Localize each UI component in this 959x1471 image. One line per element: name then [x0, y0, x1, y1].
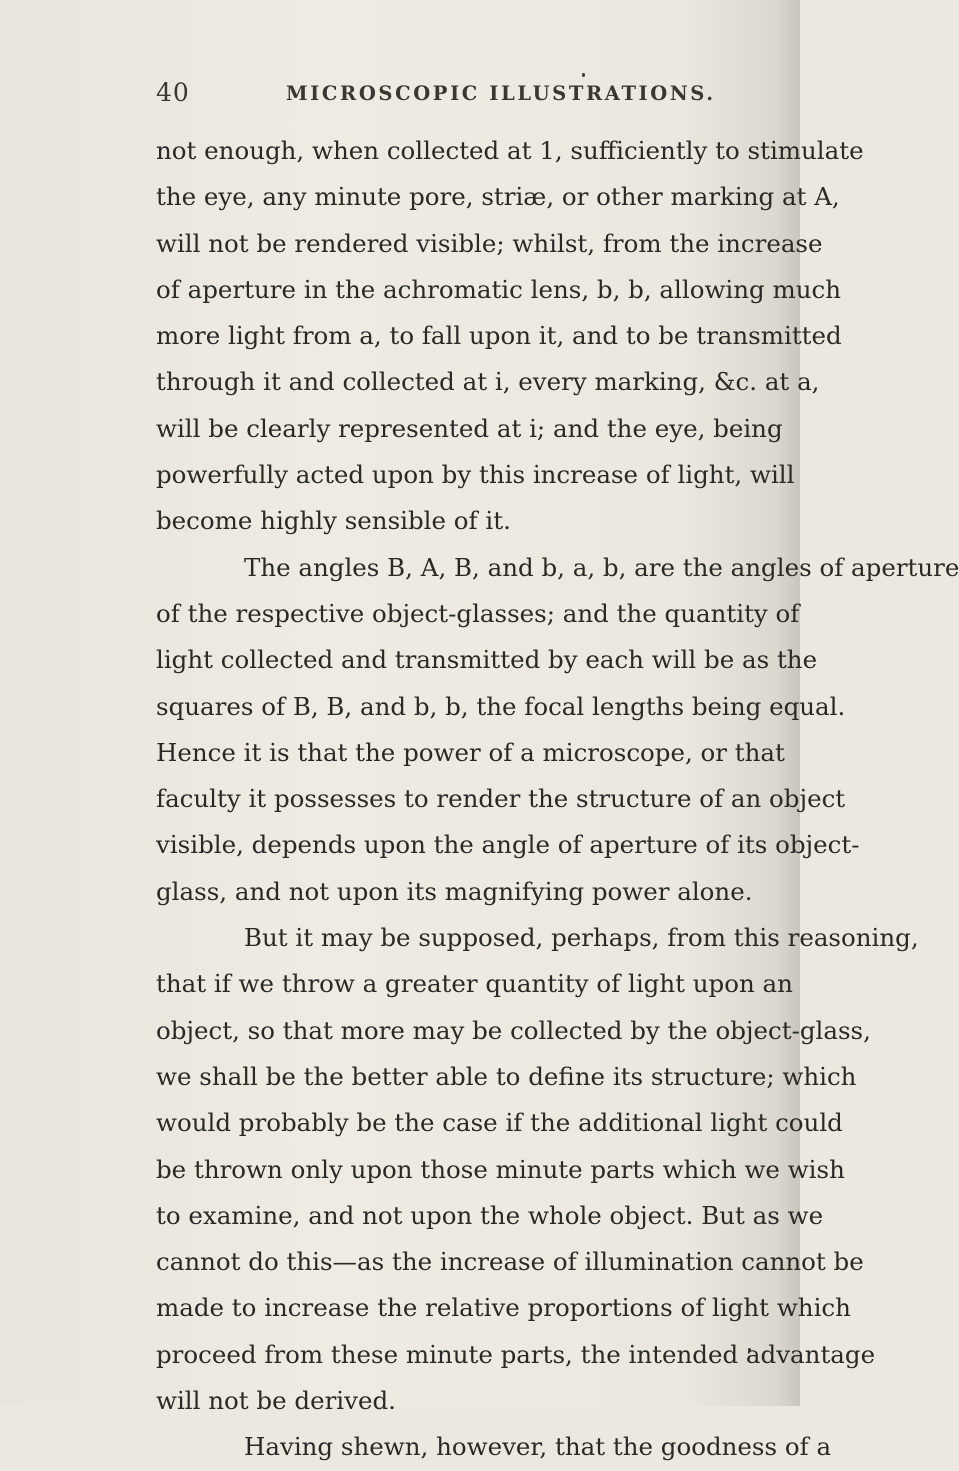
text-line: of aperture in the achromatic lens, b, b, allowing much	[156, 274, 842, 304]
paragraph-start-line: But it may be supposed, perhaps, from this reasoning,	[244, 923, 919, 953]
running-title: MICROSCOPIC ILLUSTRATIONS.	[286, 82, 716, 105]
page-header	[156, 78, 756, 112]
text-line: will not be rendered visible; whilst, from the increase	[156, 228, 823, 258]
text-line: of the respective object-glasses; and the quantity of	[156, 598, 800, 628]
text-line: more light from a, to fall upon it, and to be transmitted	[156, 321, 842, 351]
body-text	[156, 128, 959, 1471]
page-number: 40	[156, 78, 190, 107]
text-line: glass, and not upon its magnifying power alone.	[156, 876, 753, 906]
text-line: powerfully acted upon by this increase of light, will	[156, 460, 795, 490]
text-line: Hence it is that the power of a microscope, or that	[156, 737, 785, 767]
text-line: will not be derived.	[156, 1386, 396, 1416]
text-line: will be clearly represented at i; and the eye, being	[156, 413, 783, 443]
text-line: that if we throw a greater quantity of light upon an	[156, 969, 793, 999]
text-line: cannot do this—as the increase of illumination cannot be	[156, 1247, 864, 1277]
text-line: we shall be the better able to define its structure; which	[156, 1061, 857, 1091]
paragraph-start-line: Having shewn, however, that the goodness of a	[244, 1432, 832, 1462]
text-line: to examine, and not upon the whole object. But as we	[156, 1200, 824, 1230]
text-line: light collected and transmitted by each will be as the	[156, 645, 818, 675]
text-line: through it and collected at i, every marking, &c. at a,	[156, 367, 820, 397]
text-line: become highly sensible of it.	[156, 506, 511, 536]
text-line: be thrown only upon those minute parts which we wish	[156, 1154, 845, 1184]
paragraph-start-line: The angles B, A, B, and b, a, b, are the angles of aperture	[244, 552, 959, 582]
text-line: would probably be the case if the additional light could	[156, 1108, 843, 1138]
text-line: the eye, any minute pore, striæ, or other marking at A,	[156, 182, 840, 212]
text-line: object, so that more may be collected by the object-glass,	[156, 1015, 871, 1045]
text-line: made to increase the relative proportions of light which	[156, 1293, 851, 1323]
text-line: faculty it possesses to render the structure of an object	[156, 784, 846, 814]
ink-fleck	[582, 73, 585, 77]
text-line: not enough, when collected at 1, sufficiently to stimulate	[156, 136, 864, 165]
text-line: squares of B, B, and b, b, the focal lengths being equal.	[156, 691, 846, 721]
text-line: visible, depends upon the angle of aperture of its object-	[156, 830, 860, 860]
text-line: proceed from these minute parts, the intended advantage	[156, 1339, 876, 1369]
